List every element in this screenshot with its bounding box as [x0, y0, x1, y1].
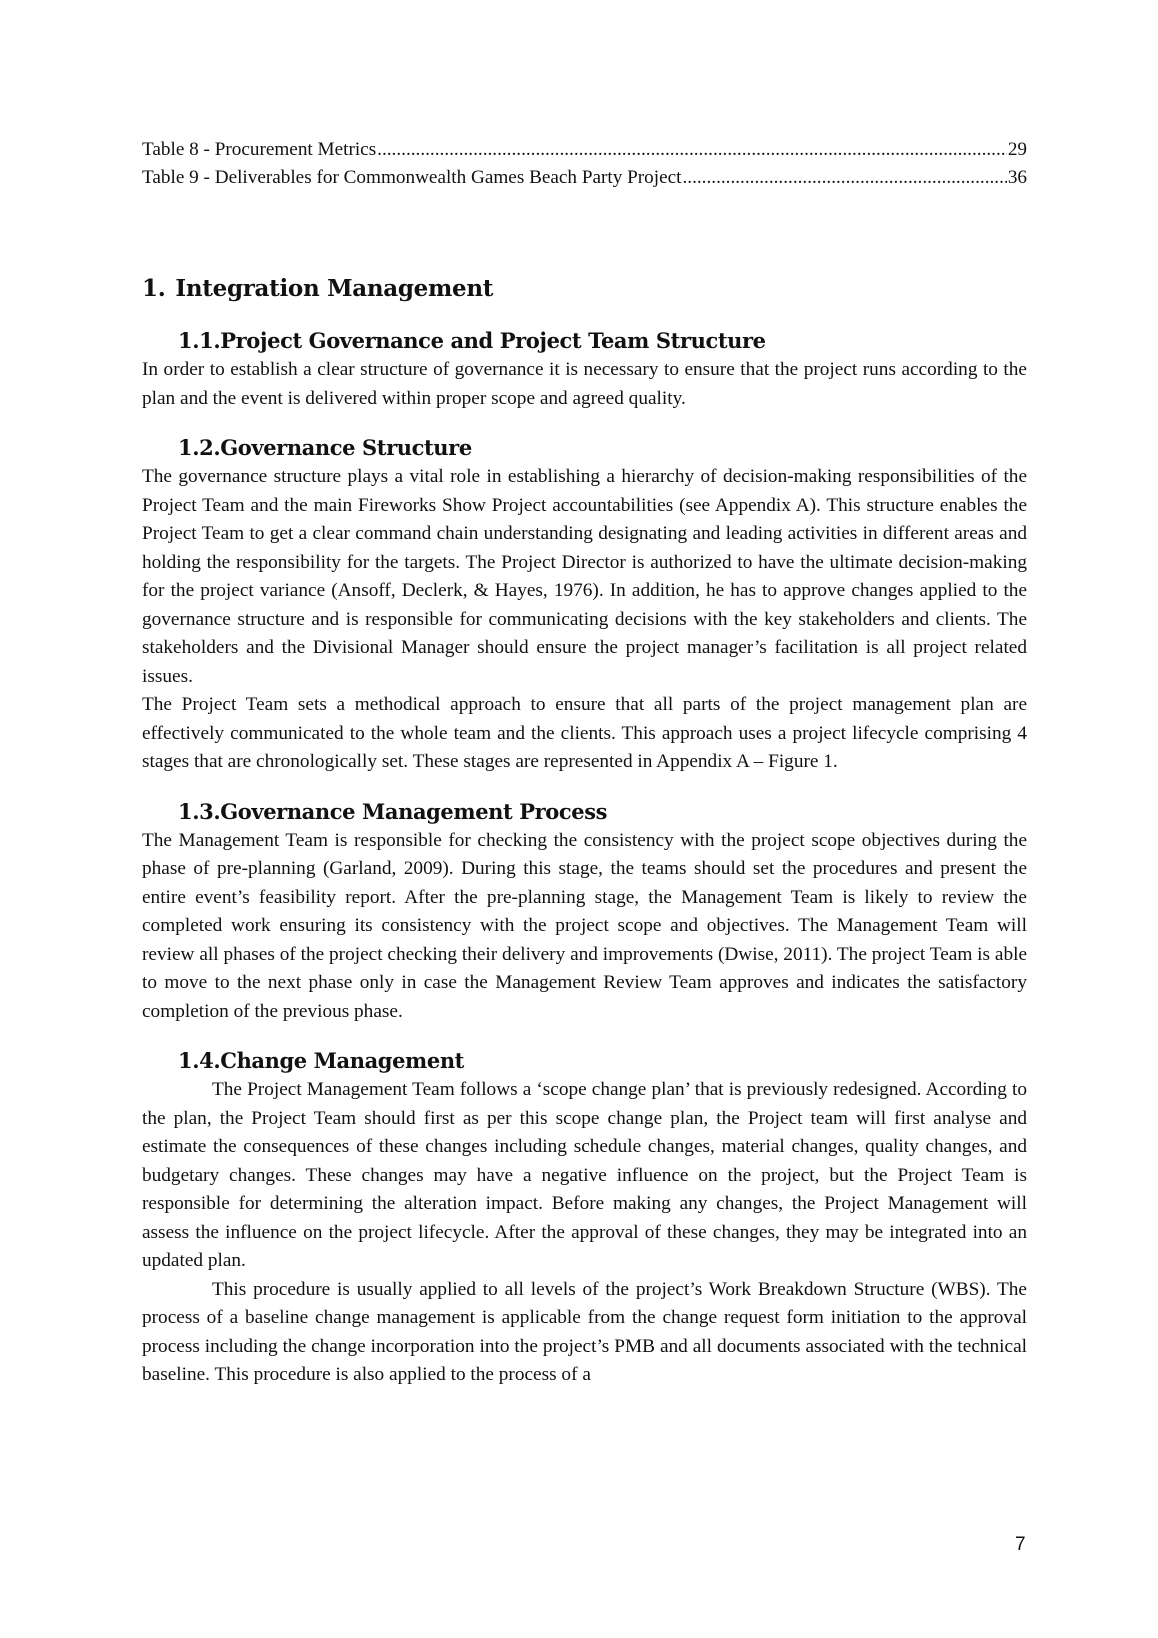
subsection-number: 1.1. [178, 328, 221, 353]
toc-entry-page: 36 [1007, 167, 1027, 188]
toc-leader-dots [377, 136, 1007, 164]
page-number: 7 [1015, 1534, 1026, 1555]
section-heading-integration-management [142, 274, 1027, 304]
subsection-number: 1.4. [178, 1048, 221, 1073]
toc-entry-table-9[interactable] [142, 164, 1027, 192]
paragraph: The governance structure plays a vital role in establishing a hierarchy of decision-making responsibilities of the Project Team and the main Fireworks Show Project accountabilities (see Appendix A). This structure enables the Project Team to get a clear command chain understanding designating and leading activities in different areas and holding the responsibility for the targets. The Project Director is authorized to have the ultimate decision-making for the project variance (Ansoff, Declerk, & Hayes, 1976). In addition, he has to approve changes applied to the governance structure and is responsible for communicating decisions with the key stakeholders and clients. The stakeholders and the Divisional Manager should ensure the project manager’s facilitation is all project related issues. [142, 466, 1027, 687]
toc-leader-dots [682, 164, 1006, 192]
document-page [142, 136, 1027, 1390]
paragraph: The Management Team is responsible for checking the consistency with the project scope objectives during the phase of pre-planning (Garland, 2009). During this stage, the teams should set the procedures and present the entire event’s feasibility report. After the pre-planning stage, the Management Team is likely to review the completed work ensuring its consistency with the project scope and objectives. The Management Team will review all phases of the project checking their delivery and improvements (Dwise, 2011). The project Team is able to move to the next phase only in case the Management Review Team approves and indicates the satisfactory completion of the previous phase. [142, 829, 1027, 1022]
toc-entry-table-8[interactable] [142, 136, 1027, 164]
subsection-title: Governance Management Process [220, 798, 608, 824]
subsection-number: 1.2. [178, 435, 221, 460]
paragraph: The Project Management Team follows a ‘scope change plan’ that is previously redesigned. According to the plan, the Project Team should first as per this scope change plan, the Project team will first analyse and estimate the consequences of these changes including schedule changes, material changes, quality changes, and budgetary changes. These changes may have a negative influence on the project, but the Project Team is responsible for determining the alteration impact. Before making any changes, the Project Management will assess the influence on the project lifecycle. After the approval of these changes, they may be integrated into an updated plan. [142, 1079, 1027, 1271]
subsection-heading-1-3 [142, 797, 1027, 827]
toc-entry-page: 29 [1007, 139, 1027, 160]
subsection-number: 1.3. [178, 798, 221, 824]
section-number: 1. [142, 275, 166, 302]
subsection-title: Change Management [220, 1048, 464, 1073]
paragraph: The Project Team sets a methodical approach to ensure that all parts of the project management plan are effectively communicated to the whole team and the clients. This approach uses a project lifecycle comprising 4 stages that are chronologically set. These stages are represented in Appendix A – Figure 1. [142, 694, 1027, 772]
paragraph: This procedure is usually applied to all levels of the project’s Work Breakdown Structure (WBS). The process of a baseline change management is applicable from the change request form initiation to the approval process including the change incorporation into the project’s PMB and all documents associated with the technical baseline. This procedure is also applied to the process of a [142, 1278, 1027, 1385]
section-title: Integration Management [175, 275, 494, 302]
paragraph: In order to establish a clear structure of governance it is necessary to ensure that the project runs according to the plan and the event is delivered within proper scope and agreed quality. [142, 359, 1027, 409]
toc-entry-text: Table 8 - Procurement Metrics [142, 139, 377, 160]
subsection-heading-1-1 [142, 326, 1027, 356]
subsection-title: Project Governance and Project Team Structure [220, 328, 766, 353]
toc-entry-text: Table 9 - Deliverables for Commonwealth Games Beach Party Project [142, 167, 682, 188]
subsection-title: Governance Structure [220, 435, 472, 460]
subsection-heading-1-2 [142, 433, 1027, 463]
subsection-heading-1-4 [142, 1046, 1027, 1076]
